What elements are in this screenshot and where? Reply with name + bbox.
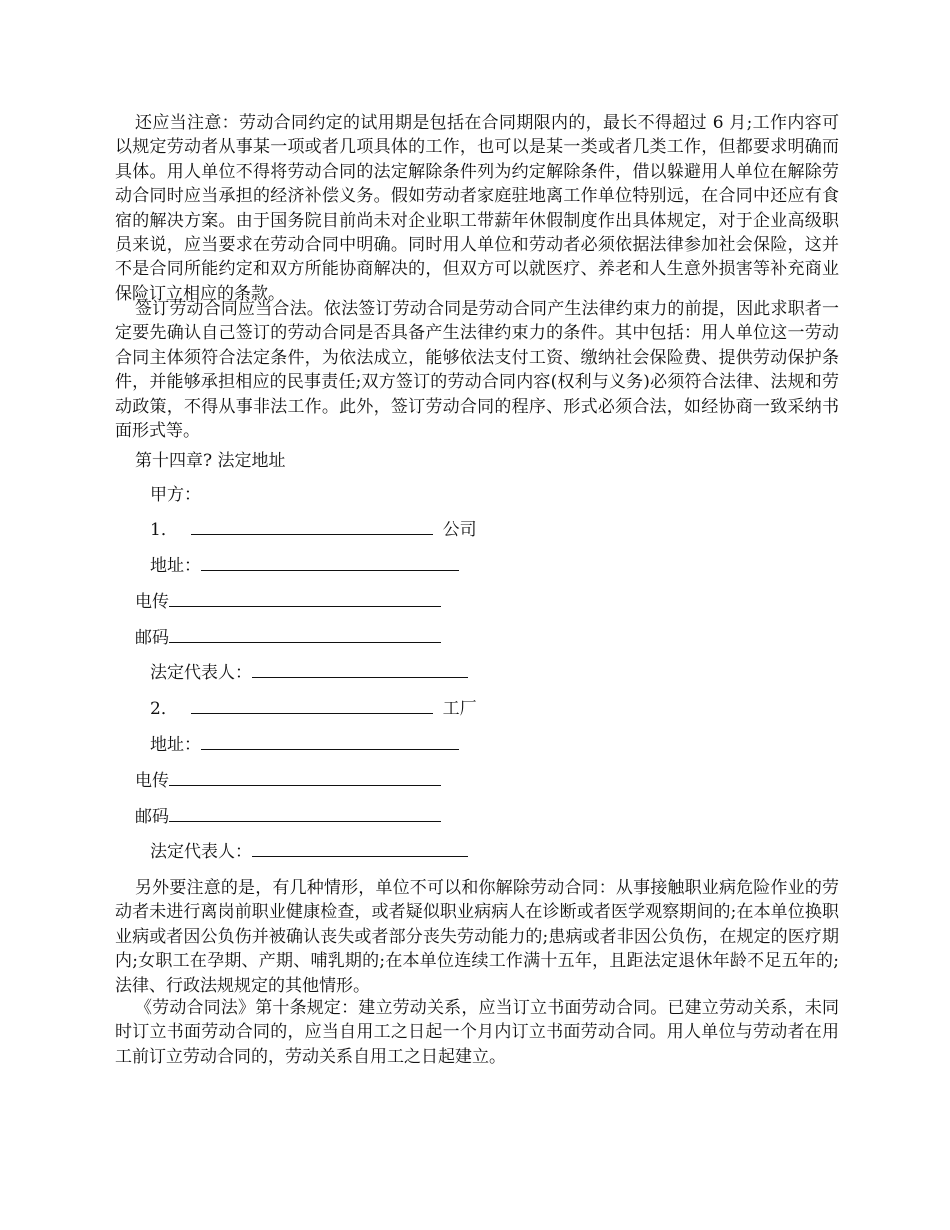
entry-1-address-blank[interactable] (201, 554, 459, 571)
entry-2-address-line (150, 733, 459, 757)
entry-1-number: 1． (150, 520, 178, 540)
entry-2-postcode-line (135, 805, 441, 829)
entry-1-name-line (150, 518, 477, 542)
entry-1-fax-line (135, 590, 441, 614)
paragraph-termination-restrictions: 另外要注意的是，有几种情形，单位不可以和你解除劳动合同：从事接触职业病危险作业的劳动者未进行离岗前职业健康检查，或者疑似职业病病人在诊断或者医学观察期间的;在本单位换职业病或者因公负伤并被确认丧失或者部分丧失劳动能力的;患病或者非因公负伤，在规定的医疗期内;女职工在孕期、产期、哺乳期的;在本单位连续工作满十五年，且距法定退休年龄不足五年的;法律、行政法规规定的其他情形。 (115, 878, 839, 996)
entry-1-name-blank[interactable] (191, 518, 433, 535)
entry-2-fax-line (135, 769, 441, 793)
entry-2-name-blank[interactable] (191, 697, 433, 714)
entry-2-rep-blank[interactable] (252, 840, 468, 857)
entry-2-number: 2． (150, 699, 178, 719)
entry-2-address-label: 地址： (150, 735, 201, 755)
entry-2-fax-blank[interactable] (169, 769, 441, 786)
entry-1-rep-blank[interactable] (252, 661, 468, 678)
entry-1-postcode-label: 邮码 (135, 628, 169, 648)
entry-2-suffix: 工厂 (442, 699, 477, 719)
entry-2-rep-label: 法定代表人： (150, 842, 252, 862)
entry-1-rep-line (150, 661, 468, 685)
entry-1-rep-label: 法定代表人： (150, 663, 252, 683)
paragraph-legal-signing: 签订劳动合同应当合法。依法签订劳动合同是劳动合同产生法律约束力的前提，因此求职者一定要先确认自己签订的劳动合同是否具备产生法律约束力的条件。其中包括：用人单位这一劳动合同主体须符合法定条件，为依法成立，能够依法支付工资、缴纳社会保险费、提供劳动保护条件，并能够承担相应的民事责任;双方签订的劳动合同内容(权利与义务)必须符合法律、法规和劳动政策，不得从事非法工作。此外，签订劳动合同的程序、形式必须合法，如经协商一致采纳书面形式等。 (115, 299, 839, 442)
entry-1-postcode-blank[interactable] (169, 626, 441, 643)
entry-2-postcode-label: 邮码 (135, 807, 169, 827)
entry-1-suffix: 公司 (442, 520, 477, 540)
entry-1-fax-blank[interactable] (169, 590, 441, 607)
entry-2-fax-label: 电传 (135, 771, 169, 791)
entry-1-fax-label: 电传 (135, 592, 169, 612)
entry-1-address-line (150, 554, 459, 578)
chapter-heading: 第十四章? 法定地址 (135, 451, 286, 471)
entry-2-address-blank[interactable] (201, 733, 459, 750)
party-a-label: 甲方： (150, 485, 201, 505)
paragraph-probation-notes: 还应当注意：劳动合同约定的试用期是包括在合同期限内的，最长不得超过 6 月;工作内容可以规定劳动者从事某一项或者几项具体的工作，也可以是某一类或者几类工作，但都要求明确而具体。用人单位不得将劳动合同的法定解除条件列为约定解除条件，借以躲避用人单位在解除劳动合同时应当承担的经济补偿义务。假如劳动者家庭驻地离工作单位特别远，在合同中还应有食宿的解决方案。由于国务院目前尚未对企业职工带薪年休假制度作出具体规定，对于企业高级职员来说，应当要求在劳动合同中明确。同时用人单位和劳动者必须依据法律参加社会保险，这并不是合同所能约定和双方所能协商解决的，但双方可以就医疗、养老和人生意外损害等补充商业保险订立相应的条款。 (115, 113, 839, 304)
entry-2-name-line (150, 697, 477, 721)
entry-2-rep-line (150, 840, 468, 864)
entry-2-postcode-blank[interactable] (169, 805, 441, 822)
paragraph-labor-law-article-10: 《劳动合同法》第十条规定：建立劳动关系，应当订立书面劳动合同。已建立劳动关系，未同时订立书面劳动合同的，应当自用工之日起一个月内订立书面劳动合同。用人单位与劳动者在用工前订立劳动合同的，劳动关系自用工之日起建立。 (115, 998, 839, 1067)
entry-1-postcode-line (135, 626, 441, 650)
entry-1-address-label: 地址： (150, 556, 201, 576)
